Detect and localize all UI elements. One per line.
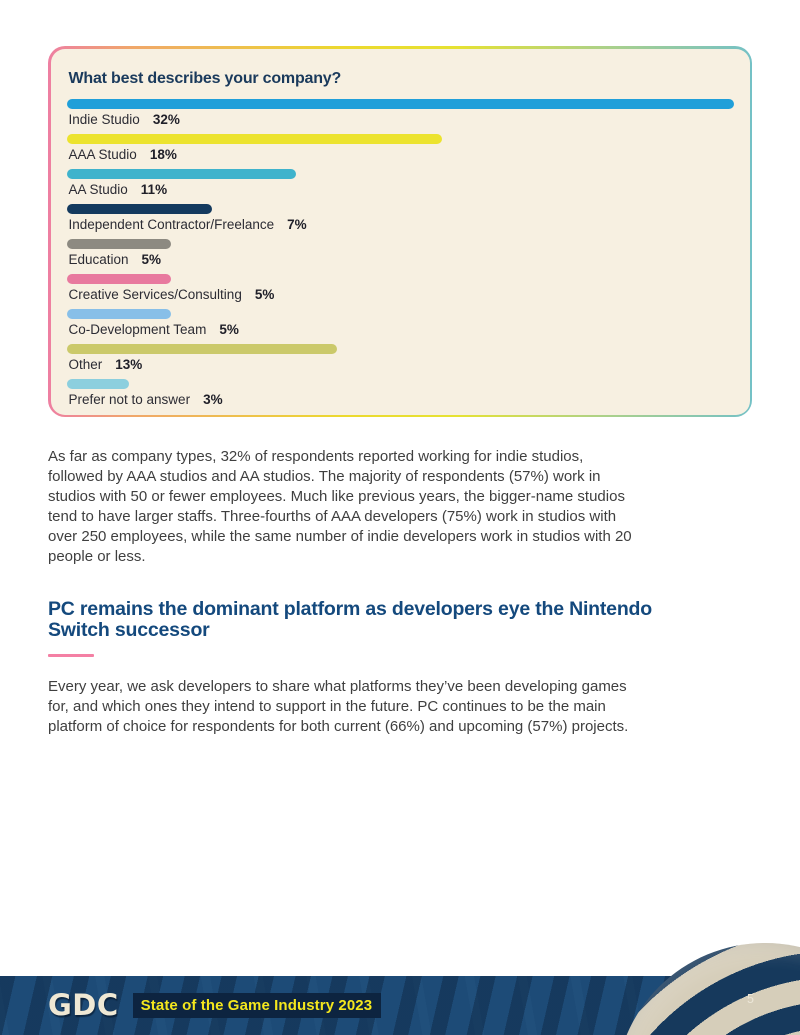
chart-category-label: Prefer not to answer	[68, 391, 191, 407]
chart-row	[67, 344, 734, 379]
chart-category-label: Independent Contractor/Freelance	[68, 216, 275, 232]
chart-row-label	[69, 357, 734, 373]
survey-chart-card-inner	[51, 49, 750, 415]
chart-rows	[67, 99, 734, 414]
chart-bar	[67, 239, 171, 249]
chart-row	[67, 169, 734, 204]
chart-category-label: AAA Studio	[68, 146, 137, 162]
chart-row-label	[69, 112, 734, 128]
survey-chart-card	[48, 46, 752, 417]
chart-row	[67, 99, 734, 134]
chart-bar	[67, 169, 296, 179]
chart-bar	[67, 204, 213, 214]
chart-value-label: 3%	[203, 391, 223, 407]
chart-title: What best describes your company?	[68, 69, 342, 87]
chart-row	[67, 204, 734, 239]
chart-category-label: Creative Services/Consulting	[68, 286, 242, 302]
chart-row	[67, 239, 734, 274]
page-number: 5	[747, 992, 754, 1006]
section-heading: PC remains the dominant platform as developers eye the Nintendo Switch successor	[48, 598, 652, 641]
chart-value-label: 13%	[115, 356, 143, 372]
chart-value-label: 11%	[140, 181, 168, 197]
chart-row-label	[69, 217, 734, 233]
chart-bar	[67, 344, 338, 354]
chart-value-label: 5%	[219, 321, 239, 337]
chart-category-label: Education	[68, 251, 129, 267]
chart-bar	[67, 134, 442, 144]
chart-bar	[67, 99, 734, 109]
gdc-logo: GDC	[48, 988, 119, 1022]
heading-accent-rule	[48, 654, 94, 657]
chart-row	[67, 274, 734, 309]
chart-row	[67, 379, 734, 414]
chart-row-label	[69, 182, 734, 198]
body-paragraph-1: As far as company types, 32% of respondents reported working for indie studios, followed by AAA studios and AA studios. The majority of respondents (57%) work in studios with 50 or fewer employees. Much like previous years, the bigger-name studios tend to have larger staffs. Three-fourths of AAA developers (75%) work in studios with over 250 employees, while the same number of indie developers work in studios with 20 people or less.	[48, 448, 632, 565]
footer-banner-text: State of the Game Industry 2023	[133, 993, 382, 1018]
chart-bar	[67, 274, 171, 284]
chart-bar	[67, 309, 171, 319]
chart-value-label: 7%	[287, 216, 307, 232]
chart-row-label	[69, 147, 734, 163]
chart-row-label	[69, 287, 734, 303]
chart-row	[67, 134, 734, 169]
footer	[0, 923, 800, 1035]
chart-category-label: Other	[68, 356, 103, 372]
chart-value-label: 32%	[152, 111, 180, 127]
chart-value-label: 5%	[254, 286, 275, 302]
body-paragraph-2: Every year, we ask developers to share what platforms they’ve been developing games for, and which ones they intend to support in the future. PC continues to be the main platform of choice for respondents for both current (66%) and upcoming (57%) projects.	[48, 678, 629, 735]
chart-value-label: 5%	[141, 251, 162, 267]
chart-category-label: AA Studio	[68, 181, 128, 197]
chart-category-label: Indie Studio	[68, 111, 140, 127]
chart-bar	[67, 379, 130, 389]
chart-row-label	[69, 322, 734, 338]
chart-value-label: 18%	[149, 146, 177, 162]
chart-row-label	[69, 252, 734, 268]
chart-row-label	[69, 392, 734, 408]
chart-row	[67, 309, 734, 344]
chart-category-label: Co-Development Team	[68, 321, 207, 337]
